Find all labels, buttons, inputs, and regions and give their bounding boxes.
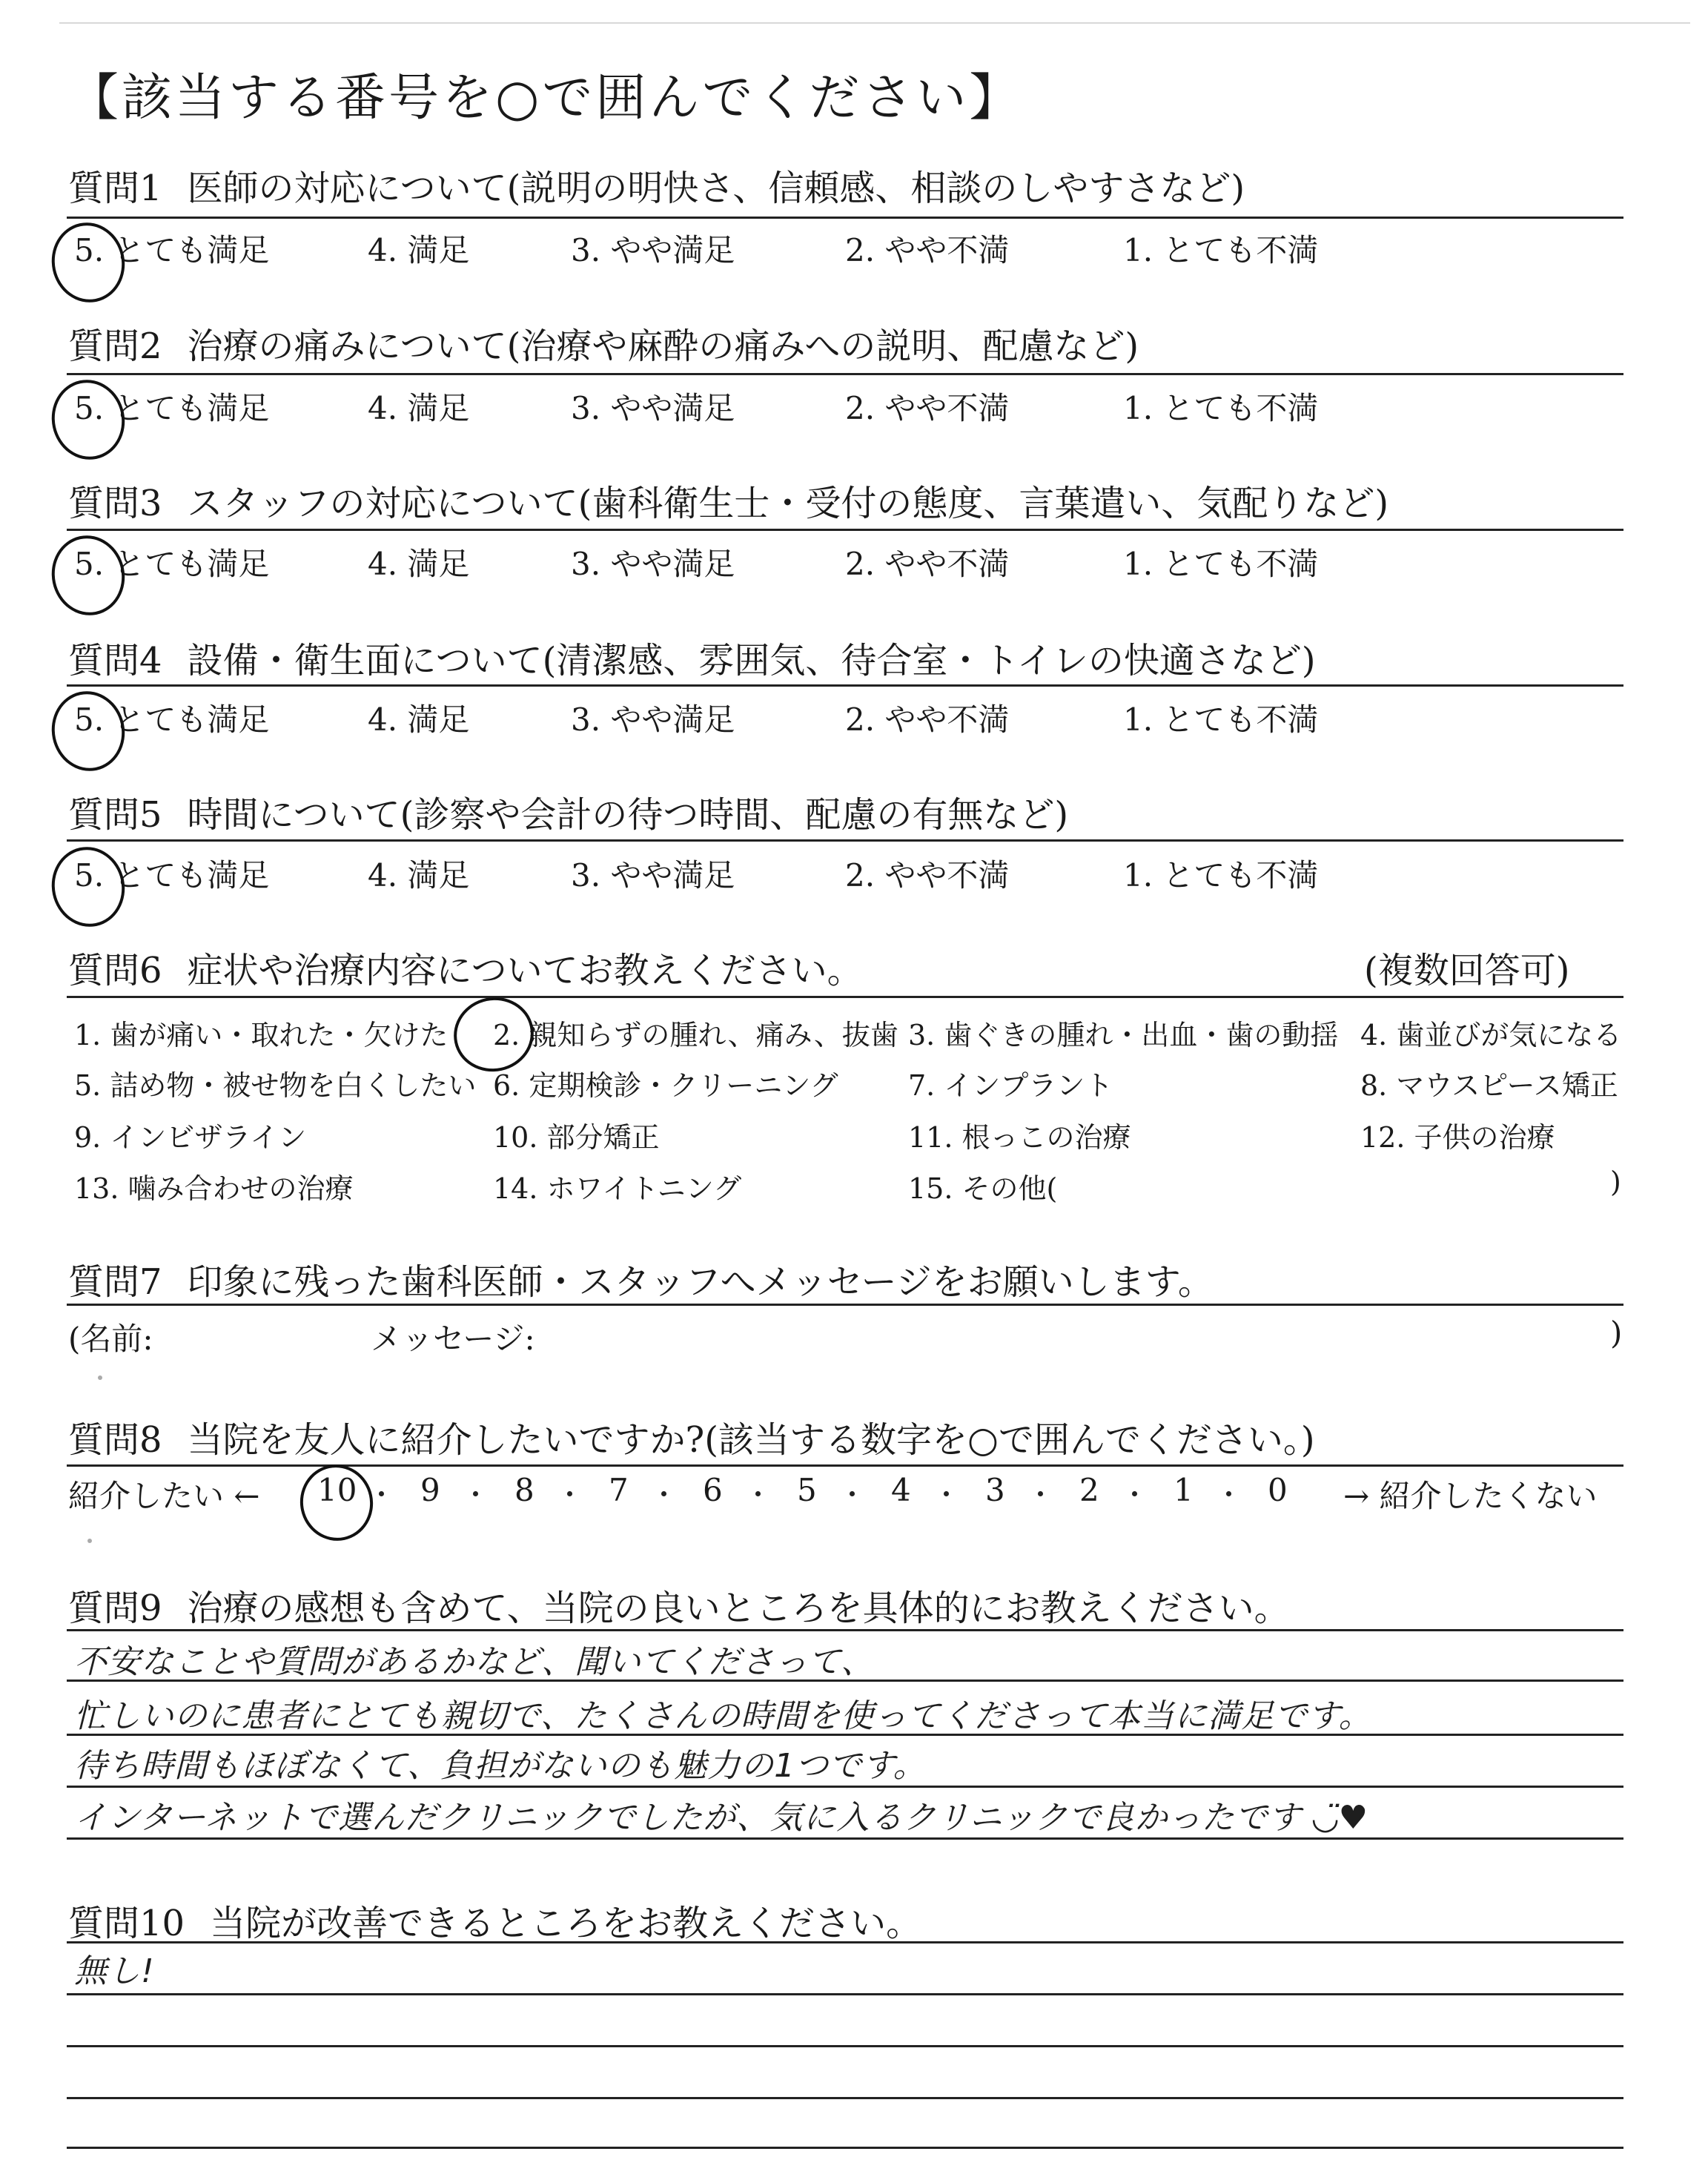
q3-option-4[interactable]: 4. 満足	[368, 546, 470, 582]
q6-option-9[interactable]: 9. インビザライン	[74, 1121, 307, 1154]
q6-option-15[interactable]: 15. その他(	[908, 1172, 1058, 1205]
question-2	[68, 317, 1139, 369]
q6-option-10[interactable]: 10. 部分矯正	[493, 1121, 660, 1154]
q3-option-5[interactable]: 5. とても満足	[74, 546, 270, 582]
q6-option-7[interactable]: 7. インプラント	[908, 1069, 1113, 1102]
q1-option-2[interactable]: 2. やや不満	[845, 232, 1010, 268]
q3-option-1[interactable]: 1. とても不満	[1123, 546, 1319, 582]
q1-option-3[interactable]: 3. やや満足	[571, 232, 735, 268]
q5-option-5[interactable]: 5. とても満足	[74, 857, 270, 894]
question-7-rule	[67, 1304, 1623, 1306]
q5-option-2[interactable]: 2. やや不満	[845, 857, 1010, 894]
q3-option-3[interactable]: 3. やや満足	[571, 546, 735, 582]
q9-answer-line-2: 忙しいのに患者にとても親切で、たくさんの時間を使ってくださって本当に満足です。	[74, 1697, 1372, 1735]
scale-separator-dot	[1132, 1491, 1137, 1496]
question-5-rule	[67, 839, 1623, 842]
q6-option-8[interactable]: 8. マウスピース矯正	[1360, 1069, 1618, 1102]
answer-line	[67, 1993, 1623, 1995]
answer-line	[67, 1941, 1623, 1943]
question-number: 質問3	[68, 483, 162, 524]
scale-separator-dot	[1038, 1491, 1043, 1496]
recommend-score-7[interactable]: 7	[609, 1472, 629, 1508]
question-text: 医師の対応について(説明の明快さ、信頼感、相談のしやすさなど)	[187, 168, 1245, 209]
q4-option-1[interactable]: 1. とても不満	[1123, 701, 1319, 738]
q6-option-13[interactable]: 13. 噛み合わせの治療	[74, 1172, 354, 1205]
scale-separator-dot	[850, 1491, 855, 1496]
recommend-score-9[interactable]: 9	[420, 1472, 440, 1508]
question-1-rule	[67, 217, 1623, 219]
scale-separator-dot	[944, 1491, 949, 1496]
q6-option-12[interactable]: 12. 子供の治療	[1360, 1121, 1555, 1154]
question-number: 質問5	[68, 794, 162, 836]
q2-option-3[interactable]: 3. やや満足	[571, 390, 735, 426]
recommend-left-label: 紹介したい ←	[68, 1478, 260, 1514]
answer-line	[67, 1734, 1623, 1736]
name-label: (名前:	[68, 1321, 153, 1357]
q4-option-5[interactable]: 5. とても満足	[74, 701, 270, 738]
recommend-score-5[interactable]: 5	[797, 1472, 817, 1508]
question-number: 質問2	[68, 326, 162, 367]
question-2-rule	[67, 373, 1623, 375]
scale-separator-dot	[1226, 1491, 1231, 1496]
question-6-rule	[67, 996, 1623, 998]
question-10	[68, 1895, 921, 1946]
scale-separator-dot	[567, 1491, 572, 1496]
question-text: 当院が改善できるところをお教えください。	[210, 1903, 922, 1944]
message-label: メッセージ:	[371, 1321, 535, 1357]
question-7	[68, 1253, 1214, 1304]
q6-option-6[interactable]: 6. 定期検診・クリーニング	[493, 1069, 838, 1102]
q5-option-1[interactable]: 1. とても不満	[1123, 857, 1319, 894]
q9-answer-line-3: 待ち時間もほぼなくて、負担がないのも魅力の1つです。	[74, 1747, 927, 1785]
q6-option-11[interactable]: 11. 根っこの治療	[908, 1121, 1131, 1154]
q2-option-5[interactable]: 5. とても満足	[74, 390, 270, 426]
question-text: 治療の痛みについて(治療や麻酔の痛みへの説明、配慮など)	[187, 326, 1139, 367]
question-text: 設備・衛生面について(清潔感、雰囲気、待合室・トイレの快適さなど)	[187, 640, 1316, 681]
q2-option-2[interactable]: 2. やや不満	[845, 390, 1010, 426]
question-number: 質問9	[68, 1588, 162, 1629]
question-number: 質問7	[68, 1261, 162, 1303]
answer-line	[67, 2147, 1623, 2149]
recommend-score-10[interactable]: 10	[317, 1472, 357, 1508]
q6-option-5[interactable]: 5. 詰め物・被せ物を白くしたい	[74, 1069, 477, 1102]
question-8-rule	[67, 1464, 1623, 1467]
q5-option-3[interactable]: 3. やや満足	[571, 857, 735, 894]
q6-option-14[interactable]: 14. ホワイトニング	[493, 1172, 742, 1205]
recommend-score-2[interactable]: 2	[1079, 1472, 1099, 1508]
scale-separator-dot	[473, 1491, 478, 1496]
q6-option-3[interactable]: 3. 歯ぐきの腫れ・出血・歯の動揺	[908, 1019, 1339, 1051]
question-6	[68, 942, 863, 993]
q6-option-4[interactable]: 4. 歯並びが気になる	[1360, 1019, 1622, 1051]
question-number: 質問6	[68, 950, 162, 991]
page-top-rule	[59, 22, 1690, 24]
scan-speck	[87, 1539, 92, 1543]
question-number: 質問10	[68, 1903, 185, 1944]
q1-option-4[interactable]: 4. 満足	[368, 232, 470, 268]
answer-line	[67, 1786, 1623, 1788]
q6-other-close-paren: )	[1610, 1166, 1621, 1198]
question-4	[68, 632, 1316, 683]
q6-option-2[interactable]: 2. 親知らずの腫れ、痛み、抜歯	[493, 1019, 898, 1051]
question-5	[68, 786, 1068, 837]
question-text: 治療の感想も含めて、当院の良いところを具体的にお教えください。	[187, 1588, 1290, 1629]
recommend-score-3[interactable]: 3	[985, 1472, 1005, 1508]
q6-option-1[interactable]: 1. 歯が痛い・取れた・欠けた	[74, 1019, 448, 1051]
q2-option-4[interactable]: 4. 満足	[368, 390, 470, 426]
question-4-rule	[67, 684, 1623, 687]
question-9	[68, 1579, 1290, 1631]
question-3	[68, 475, 1388, 526]
question-number: 質問8	[68, 1419, 162, 1461]
q5-option-4[interactable]: 4. 満足	[368, 857, 470, 894]
q4-option-2[interactable]: 2. やや不満	[845, 701, 1010, 738]
q1-option-5[interactable]: 5. とても満足	[74, 232, 270, 268]
recommend-score-4[interactable]: 4	[891, 1472, 911, 1508]
scale-separator-dot	[661, 1491, 666, 1496]
message-close-paren: )	[1610, 1315, 1623, 1351]
q4-option-4[interactable]: 4. 満足	[368, 701, 470, 738]
question-text: 当院を友人に紹介したいですか?(該当する数字を○で囲んでください。)	[187, 1419, 1315, 1461]
question-text: 印象に残った歯科医師・スタッフへメッセージをお願いします。	[187, 1261, 1214, 1303]
recommend-score-6[interactable]: 6	[703, 1472, 723, 1508]
question-text: スタッフの対応について(歯科衛生士・受付の態度、言葉遣い、気配りなど)	[187, 483, 1389, 524]
recommend-score-1[interactable]: 1	[1174, 1472, 1194, 1508]
scale-separator-dot	[755, 1491, 761, 1496]
answer-line	[67, 1629, 1623, 1631]
question-number: 質問4	[68, 640, 162, 681]
question-8	[68, 1411, 1315, 1462]
question-6-note: (複数回答可)	[1364, 950, 1570, 991]
q4-option-3[interactable]: 3. やや満足	[571, 701, 735, 738]
q10-answer-line-1: 無し!	[74, 1952, 155, 1990]
question-text: 時間について(診察や会計の待つ時間、配慮の有無など)	[187, 794, 1069, 836]
recommend-score-8[interactable]: 8	[514, 1472, 534, 1508]
form-heading: 【該当する番号を○で囲んでください】	[68, 69, 1023, 128]
answer-line	[67, 1837, 1623, 1840]
question-text: 症状や治療内容についてお教えください。	[187, 950, 863, 991]
scan-speck	[98, 1375, 102, 1380]
question-1	[68, 159, 1245, 211]
answer-line	[67, 2045, 1623, 2047]
q8-selection-circle	[293, 1458, 380, 1548]
q1-option-1[interactable]: 1. とても不満	[1123, 232, 1319, 268]
recommend-right-label: → 紹介したくない	[1343, 1478, 1598, 1514]
answer-line	[67, 1680, 1623, 1682]
answer-line	[67, 2097, 1623, 2099]
q2-option-1[interactable]: 1. とても不満	[1123, 390, 1319, 426]
q9-answer-line-4: インターネットで選んだクリニックでしたが、気に入るクリニックで良かったです ◡̈♥	[74, 1799, 1369, 1837]
question-3-rule	[67, 529, 1623, 531]
scale-separator-dot	[379, 1491, 384, 1496]
recommend-score-0[interactable]: 0	[1268, 1472, 1288, 1508]
question-number: 質問1	[68, 168, 162, 209]
q3-option-2[interactable]: 2. やや不満	[845, 546, 1010, 582]
q9-answer-line-1: 不安なことや質問があるかなど、聞いてくださって、	[74, 1643, 875, 1681]
